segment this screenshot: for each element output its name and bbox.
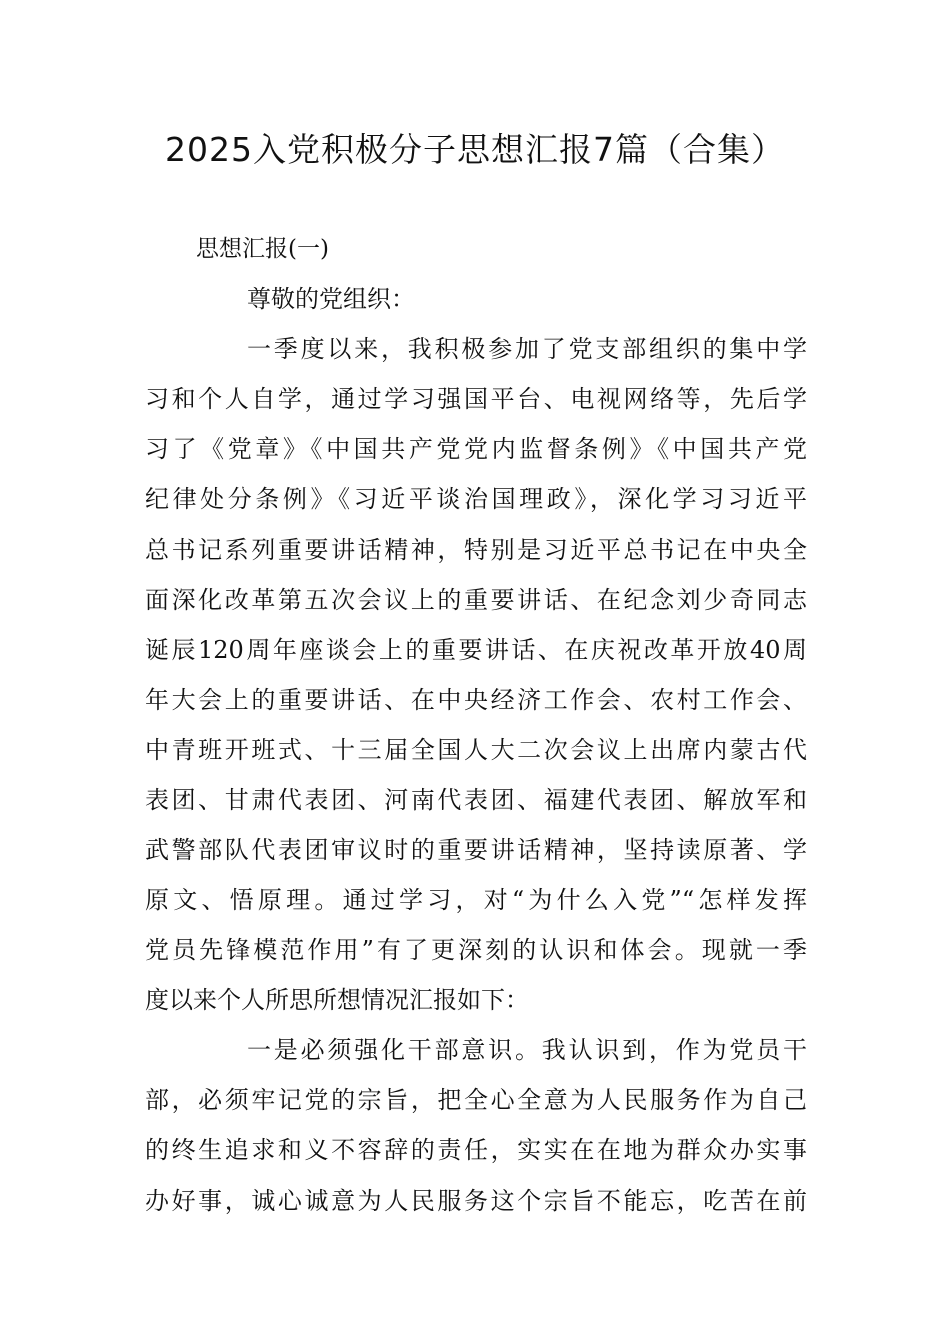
salutation: 尊敬的党组织： xyxy=(247,285,415,313)
paragraph-line: 习和个人自学，通过学习强国平台、电视网络等，先后学 xyxy=(145,385,807,413)
document-title: 2025入党积极分子思想汇报7篇（合集） xyxy=(165,130,785,169)
paragraph-line: 年大会上的重要讲话、在中央经济工作会、农村工作会、 xyxy=(145,686,807,714)
paragraph-line: 总书记系列重要讲话精神，特别是习近平总书记在中央全 xyxy=(145,536,807,564)
paragraph-line: 一季度以来，我积极参加了党支部组织的集中学 xyxy=(247,335,807,363)
paragraph-line: 表团、甘肃代表团、河南代表团、福建代表团、解放军和 xyxy=(145,786,807,814)
paragraph-line: 习了《党章》《中国共产党党内监督条例》《中国共产党 xyxy=(145,435,807,463)
paragraph-line: 诞辰120周年座谈会上的重要讲话、在庆祝改革开放40周 xyxy=(145,636,807,664)
paragraph-line: 党员先锋模范作用”有了更深刻的认识和体会。现就一季 xyxy=(145,936,807,964)
paragraph-line: 纪律处分条例》《习近平谈治国理政》，深化学习习近平 xyxy=(145,485,807,513)
paragraph-line: 办好事，诚心诚意为人民服务这个宗旨不能忘，吃苦在前 xyxy=(145,1187,807,1215)
paragraph-line: 一是必须强化干部意识。我认识到，作为党员干 xyxy=(247,1036,807,1064)
paragraph-line: 的终生追求和义不容辞的责任，实实在在地为群众办实事 xyxy=(145,1136,807,1164)
paragraph-line: 度以来个人所思所想情况汇报如下： xyxy=(145,986,529,1014)
paragraph-line: 部，必须牢记党的宗旨，把全心全意为人民服务作为自己 xyxy=(145,1086,807,1114)
paragraph-line: 面深化改革第五次会议上的重要讲话、在纪念刘少奇同志 xyxy=(145,586,807,614)
section-heading: 思想汇报(一) xyxy=(196,236,329,262)
paragraph-line: 中青班开班式、十三届全国人大二次会议上出席内蒙古代 xyxy=(145,736,807,764)
paragraph-line: 原文、悟原理。通过学习，对“为什么入党”“怎样发挥 xyxy=(145,886,807,914)
paragraph-line: 武警部队代表团审议时的重要讲话精神，坚持读原著、学 xyxy=(145,836,807,864)
